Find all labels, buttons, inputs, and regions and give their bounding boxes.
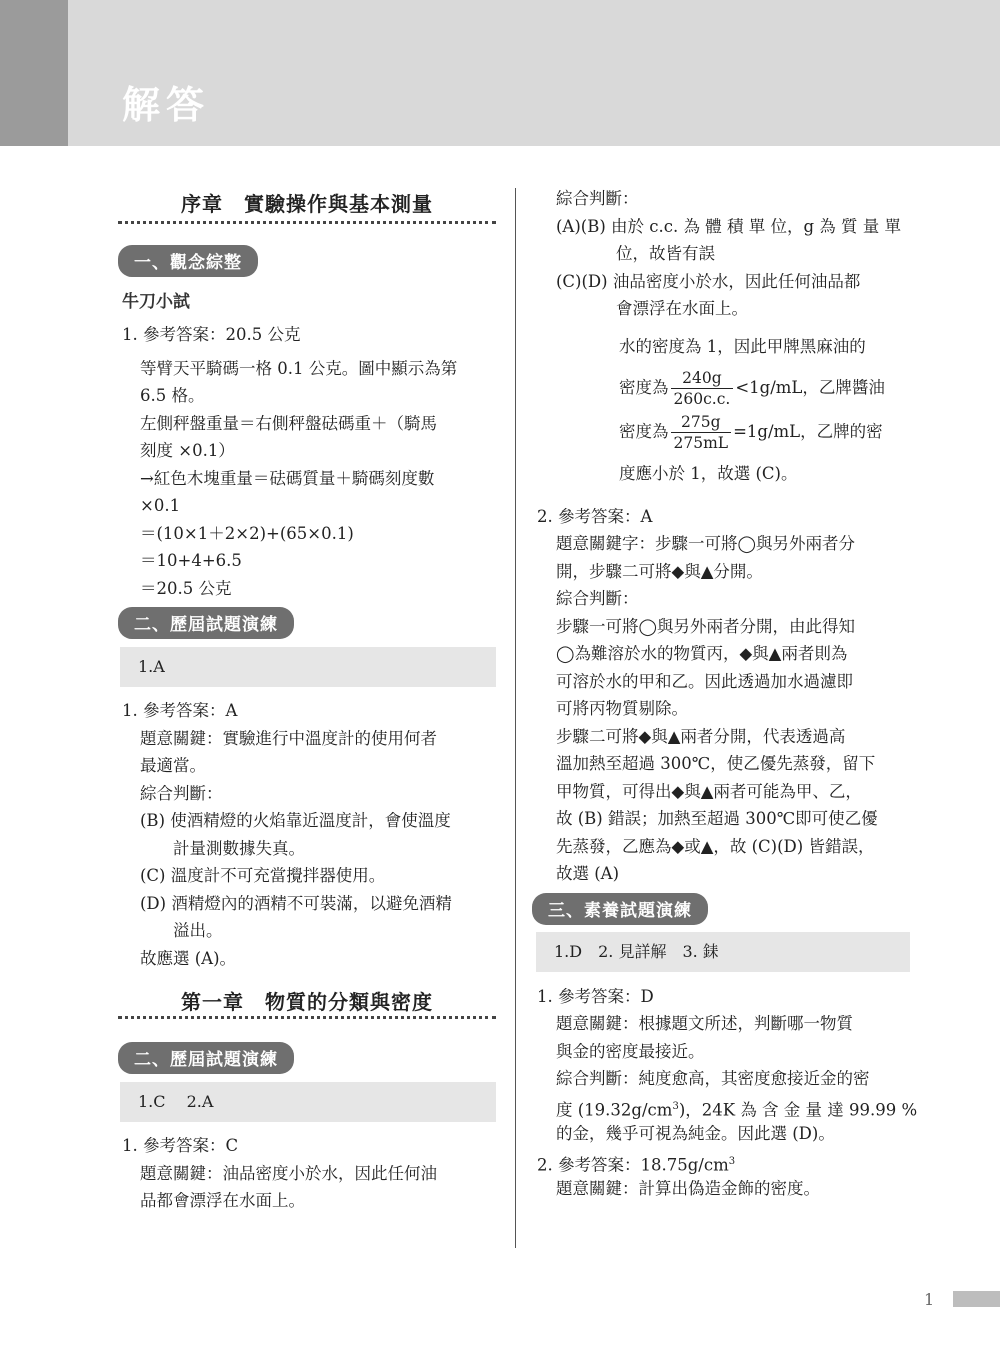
list-item: 甲物質，可得出◆與▲兩者可能為甲、乙， bbox=[556, 782, 862, 801]
fraction-numerator: 240g bbox=[671, 368, 734, 389]
density-line-b bbox=[619, 412, 883, 453]
subheading-practice: 牛刀小試 bbox=[122, 292, 190, 312]
list-item: 綜合判斷： bbox=[556, 589, 639, 608]
list-item: (A)(B) 由於 c.c. 為 體 積 單 位，g 為 質 量 單 bbox=[556, 217, 902, 236]
fraction-denominator: 260c.c. bbox=[673, 390, 731, 408]
list-item: 的金，幾乎可視為純金。因此選 (D)。 bbox=[556, 1124, 835, 1143]
list-item: 刻度 ×0.1） bbox=[140, 441, 235, 460]
density-value: 度 (19.32g/cm bbox=[556, 1100, 673, 1120]
list-item: (D) 酒精燈內的酒精不可裝滿，以避免酒精 bbox=[140, 894, 452, 913]
list-item: (C) 溫度計不可充當攪拌器使用。 bbox=[140, 866, 386, 885]
page-number: 1 bbox=[924, 1290, 935, 1309]
dotted-divider bbox=[118, 1016, 496, 1019]
gold-purity-text: )，24K 為 含 金 量 達 99.99 % bbox=[678, 1100, 918, 1120]
section-pill-concepts: 一、觀念綜整 bbox=[118, 245, 258, 277]
list-item: 等臂天平騎碼一格 0.1 公克。圖中顯示為第 bbox=[140, 359, 458, 378]
list-item bbox=[537, 1148, 735, 1179]
list-item: 綜合判斷：純度愈高，其密度愈接近金的密 bbox=[556, 1069, 870, 1088]
list-item: 位，故皆有誤 bbox=[616, 244, 715, 263]
list-item: ＝10+4+6.5 bbox=[140, 551, 242, 570]
list-item: ＝20.5 公克 bbox=[140, 579, 232, 598]
answer-bar: 1.D 2. 見詳解 3. 銇 bbox=[536, 932, 910, 972]
list-item: 綜合判斷： bbox=[556, 189, 639, 208]
list-item: 先蒸發，乙應為◆或▲，故 (C)(D) 皆錯誤， bbox=[556, 837, 875, 856]
fraction-numerator: 275g bbox=[671, 412, 732, 433]
list-item: 度應小於 1，故選 (C)。 bbox=[619, 464, 798, 483]
fraction bbox=[671, 368, 734, 409]
list-item: 最適當。 bbox=[140, 756, 206, 775]
list-item: 2. 參考答案：A bbox=[537, 507, 653, 526]
list-item: 溫加熱至超過 300℃，使乙優先蒸發，留下 bbox=[556, 754, 876, 773]
list-item: 綜合判斷： bbox=[140, 784, 223, 803]
list-item: 故選 (A) bbox=[556, 864, 620, 883]
list-item: 1. 參考答案：A bbox=[122, 701, 238, 720]
list-item: ＝(10×1＋2×2)+(65×0.1) bbox=[140, 524, 354, 543]
list-item: (B) 使酒精燈的火焰靠近溫度計，會使溫度 bbox=[140, 811, 451, 830]
list-item: 故 (B) 錯誤；加熱至超過 300℃即可使乙優 bbox=[556, 809, 878, 828]
superscript: 3 bbox=[728, 1156, 736, 1167]
list-item: 可將丙物質剔除。 bbox=[556, 699, 688, 718]
superscript: 3 bbox=[672, 1101, 679, 1112]
list-item: →紅色木塊重量＝砝碼質量＋騎碼刻度數 bbox=[140, 469, 435, 488]
list-item: 6.5 格。 bbox=[140, 386, 205, 405]
list-item: 水的密度為 1，因此甲牌黑麻油的 bbox=[619, 337, 866, 356]
density-line-a bbox=[619, 368, 885, 409]
fraction bbox=[671, 412, 732, 453]
list-item: 左側秤盤重量＝右側秤盤砝碼重＋（騎馬 bbox=[140, 414, 437, 433]
section-pill-past-exams: 二、歷屆試題演練 bbox=[118, 1042, 294, 1074]
density-label: 密度為 bbox=[619, 422, 669, 441]
density-label: 密度為 bbox=[619, 378, 669, 397]
list-item: 計量測數據失真。 bbox=[173, 839, 305, 858]
density-result: <1g/mL，乙牌醬油 bbox=[735, 378, 885, 397]
list-item: 題意關鍵：實驗進行中溫度計的使用何者 bbox=[140, 729, 437, 748]
list-item: 會漂浮在水面上。 bbox=[616, 299, 748, 318]
answer-text: 2. 參考答案：18.75g/cm bbox=[537, 1155, 729, 1175]
list-item: 品都會漂浮在水面上。 bbox=[140, 1191, 305, 1210]
chapter-title-prologue: 序章 實驗操作與基本測量 bbox=[181, 192, 433, 216]
list-item: 可溶於水的甲和乙。因此透過加水過濾即 bbox=[556, 672, 853, 691]
header-tab bbox=[0, 0, 68, 146]
list-item: 開，步驟二可將◆與▲分開。 bbox=[556, 562, 763, 581]
list-item: 題意關鍵：根據題文所述，判斷哪一物質 bbox=[556, 1014, 853, 1033]
list-item: ×0.1 bbox=[140, 496, 181, 515]
section-pill-past-exams: 二、歷屆試題演練 bbox=[118, 607, 294, 639]
answer-bar: 1.A bbox=[120, 647, 496, 687]
list-item: 題意關鍵字：步驟一可將◯與另外兩者分 bbox=[556, 534, 855, 553]
list-item: ◯為難溶於水的物質丙，◆與▲兩者則為 bbox=[556, 644, 848, 663]
dotted-divider bbox=[118, 221, 496, 224]
column-divider bbox=[515, 188, 516, 1248]
list-item: 題意關鍵：油品密度小於水，因此任何油 bbox=[140, 1164, 437, 1183]
list-item: 故應選 (A)。 bbox=[140, 949, 237, 968]
list-item: 與金的密度最接近。 bbox=[556, 1042, 705, 1061]
page-number-bar bbox=[953, 1291, 1000, 1307]
list-item: 1. 參考答案：C bbox=[122, 1136, 239, 1155]
density-result: =1g/mL，乙牌的密 bbox=[733, 422, 883, 441]
list-item: 1. 參考答案：D bbox=[537, 987, 654, 1006]
section-pill-literacy: 三、素養試題演練 bbox=[532, 893, 708, 925]
list-item: 步驟一可將◯與另外兩者分開，由此得知 bbox=[556, 617, 855, 636]
list-item: 1. 參考答案：20.5 公克 bbox=[122, 325, 301, 344]
list-item bbox=[556, 1093, 917, 1124]
answer-bar: 1.C 2.A bbox=[120, 1082, 496, 1122]
chapter-title-one: 第一章 物質的分類與密度 bbox=[181, 990, 433, 1014]
list-item: (C)(D) 油品密度小於水，因此任何油品都 bbox=[556, 272, 861, 291]
fraction-denominator: 275mL bbox=[673, 434, 729, 452]
page-title: 解答 bbox=[122, 83, 211, 127]
list-item: 題意關鍵：計算出偽造金飾的密度。 bbox=[556, 1179, 820, 1198]
list-item: 步驟二可將◆與▲兩者分開，代表透過高 bbox=[556, 727, 846, 746]
list-item: 溢出。 bbox=[173, 921, 223, 940]
